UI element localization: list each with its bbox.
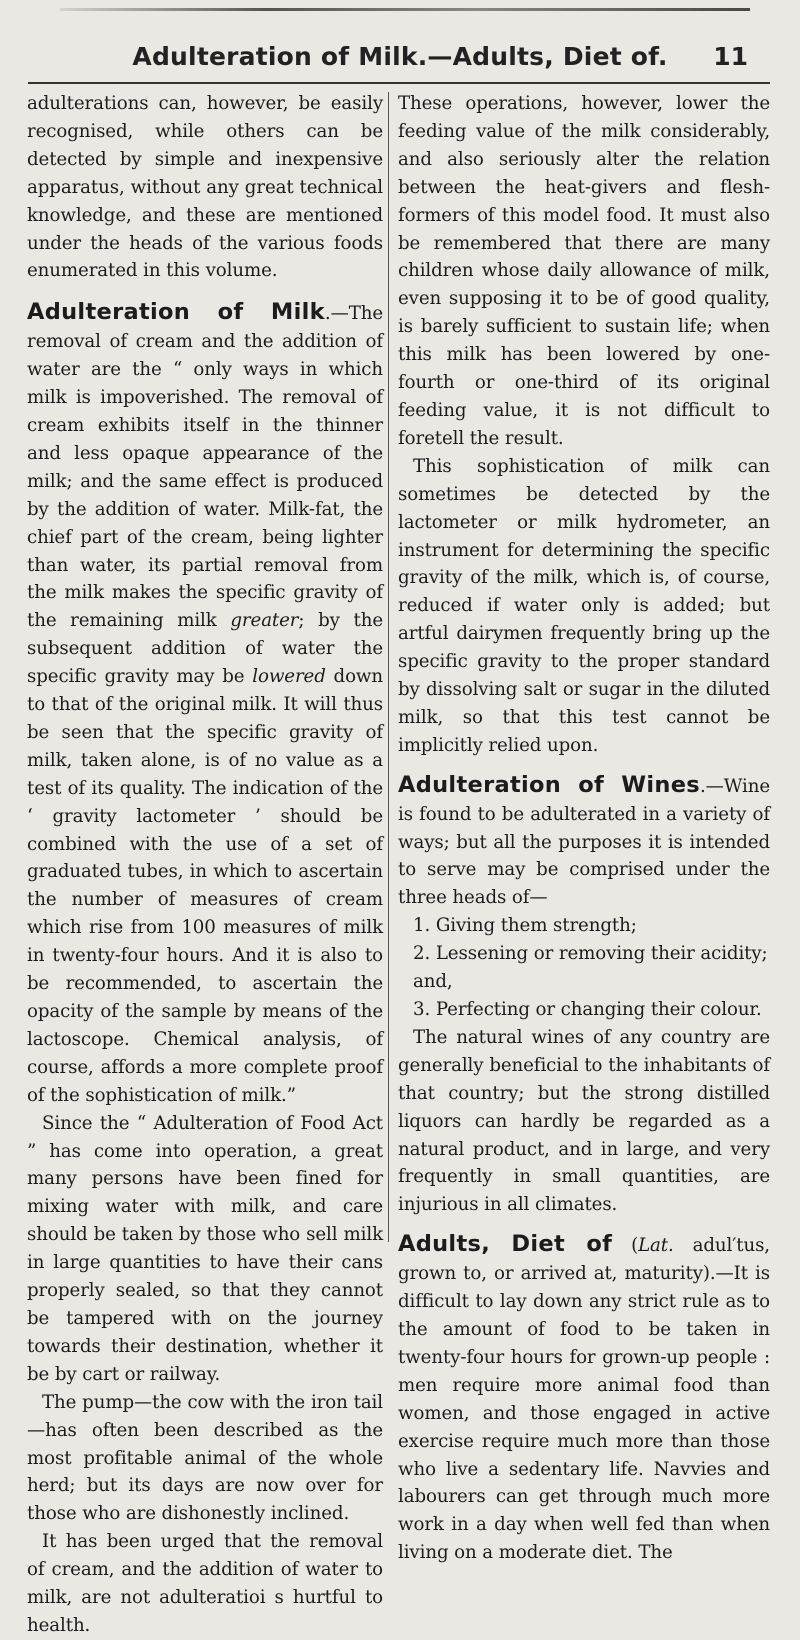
paragraph-food-act: Since the “ Adulteration of Food Act ” has come into operation, a great many persons have been fined for mixing water with milk, and care should be taken by those who sell milk in large quantities to have their cans properly sealed, so that they cannot be tampered with on the journey towards their destination, whether it be by cart or railway. — [27, 1112, 383, 1385]
top-decorative-rule — [60, 8, 750, 11]
right-column — [398, 90, 770, 1567]
paragraph-operations: These operations, however, lower the feeding value of the milk considerably, and also seriously alter the relation between the heat-givers and flesh-formers of this model food. It must also be remembered that there are many children whose daily allowance of milk, even supposing it to be of good quality, is barely sufficient to sustain life; when this milk has been lowered by one-fourth or one-third of its original feeding value, it is not difficult to foretell the result. — [398, 93, 770, 449]
paragraph-pump: The pump—the cow with the iron tail—has often been described as the most profitable animal of the whole herd; but its days are now over for those who are dishonestly inclined. — [27, 1391, 383, 1525]
paragraph-continued: adulterations can, however, be easily recognised, while others can be detected by simple and inexpensive apparatus, without any great technical knowledge, and these are mentioned under the heads of the various foods enumerated in this volume. — [27, 93, 383, 282]
paragraph-natural-wines: The natural wines of any country are generally beneficial to the inhabitants of that country; but the strong distilled liquors can hardly be regarded as a natural product, and in large, and very frequently in small quantities, are injurious in all climates. — [398, 1026, 770, 1216]
list-item: 2. Lessening or removing their acidity; and, — [413, 943, 768, 993]
page-number: 11 — [713, 42, 748, 71]
entry-adulteration-of-milk: Adulteration of Milk.—The removal of cream and the addition of water are the “ only ways in which milk is impoverished. The removal of cream exhibits itself in the thinner and less opaque appearance of the milk; and the same effect is produced by the addition of water. Milk-fat, the chief part of the cream, being lighter than water, its partial removal from the milk makes the specific gravity of the remaining milk greater; by the subsequent addition of water the specific gravity may be lowered down to that of the original milk. It will thus be seen that the specific gravity of milk, taken alone, is of no value as a test of its quality. The indication of the ‘ gravity lactometer ’ should be combined with the use of a set of graduated tubes, in which to ascertain the number of measures of cream which rise from 100 measures of milk in twenty-four hours. And it is also to be recommended, to ascertain the opacity of the sample by means of the lactoscope. Chemical analysis, of course, affords a more complete proof of the sophistication of milk.” — [27, 299, 384, 1106]
left-column — [27, 90, 383, 1640]
entry-heading-milk: Adulteration of Milk — [27, 299, 325, 326]
list-item: 1. Giving them strength; — [413, 915, 637, 937]
page-header — [0, 42, 800, 78]
paragraph-urged: It has been urged that the removal of cream, and the addition of water to milk, are not adulteratioi s hurtful to health. — [27, 1531, 383, 1636]
entry-heading-wines: Adulteration of Wines — [398, 771, 700, 798]
entry-adulteration-of-wines: Adulteration of Wines.—Wine is found to be adulterated in a variety of ways; but all the purposes it is intended to serve may be comprised under the three heads of— — [398, 771, 770, 909]
list-item: 3. Perfecting or changing their colour. — [413, 999, 762, 1020]
header-rule — [28, 82, 770, 84]
entry-adults-diet-of: Adults, Diet of (Lat. adul′tus, grown to, or arrived at, maturity).—It is difficult to lay down any strict rule as to the amount of food to be taken in twenty-four hours for grown-up people : men require more animal food than women, and those engaged in active exercise require much more than those who live a sedentary life. Navvies and labourers can get through much more work in a day when well fed than when living on a moderate diet. The — [398, 1231, 770, 1564]
running-head: Adulteration of Milk.—Adults, Diet of. — [132, 42, 668, 71]
entry-heading-adults: Adults, Diet of — [398, 1231, 613, 1258]
paragraph-sophistication: This sophistication of milk can sometimes be detected by the lactometer or milk hydrometer, an instrument for determining the specific gravity of the milk, which is, of course, reduced if water only is added; but artful dairymen frequently bring up the specific gravity to the proper standard by dissolving salt or sugar in the diluted milk, so that this test cannot be implicitly relied upon. — [398, 455, 770, 756]
wines-purposes-list — [398, 912, 770, 1024]
column-divider — [388, 92, 389, 1242]
